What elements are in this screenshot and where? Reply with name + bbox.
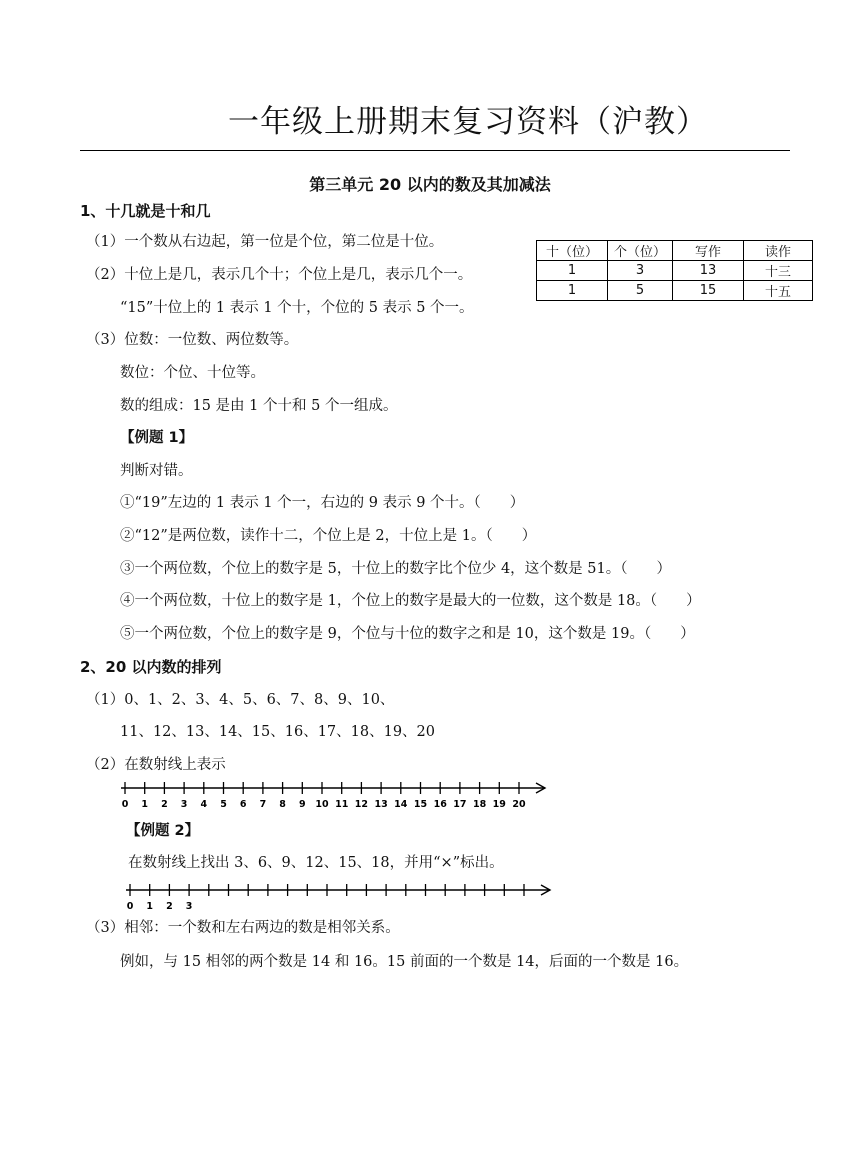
number-line-label: 5 <box>220 799 227 810</box>
place-value-table <box>536 240 813 301</box>
number-line-label: 9 <box>298 799 306 810</box>
number-line-label: 1 <box>146 901 154 912</box>
number-line-label: 17 <box>453 799 467 810</box>
table-cell: 3 <box>608 261 673 281</box>
section-1-heading: 1、十几就是十和几 <box>80 202 211 220</box>
number-line-label: 3 <box>180 799 188 810</box>
number-line-label: 2 <box>166 901 173 912</box>
number-line-label: 19 <box>492 799 506 810</box>
table-cell: 15 <box>673 281 744 301</box>
number-line-label: 8 <box>279 799 286 810</box>
example-1-item: ④一个两位数，十位上的数字是 1，个位上的数字是最大的一位数，这个数是 18。（ ） <box>120 593 701 609</box>
example-1-item: ③一个两位数，个位上的数字是 5，十位上的数字比个位少 4，这个数是 51。（ ） <box>120 561 671 577</box>
number-line-label: 0 <box>121 799 129 810</box>
table-header-row <box>537 241 813 261</box>
example-1-intro: 判断对错。 <box>120 463 193 479</box>
section-2-heading: 2、20 以内数的排列 <box>80 658 222 676</box>
number-line-label: 7 <box>259 799 267 810</box>
table-cell: 1 <box>537 261 608 281</box>
section-1-point-2: （2）十位上是几，表示几个十；个位上是几，表示几个一。 <box>86 267 473 283</box>
number-line-label: 13 <box>374 799 388 810</box>
example-2-text: 在数射线上找出 3、6、9、12、15、18，并用“×”标出。 <box>128 855 504 871</box>
number-line-label: 14 <box>394 799 408 810</box>
section-1-point-1: （1）一个数从右边起，第一位是个位，第二位是十位。 <box>86 234 444 250</box>
section-1-point-3-place: 数位：个位、十位等。 <box>120 365 265 381</box>
number-line-label: 20 <box>512 799 526 810</box>
table-cell: 5 <box>608 281 673 301</box>
number-line-label: 3 <box>185 901 193 912</box>
number-line-label: 18 <box>472 799 487 810</box>
section-1-point-2-example: “15”十位上的 1 表示 1 个十，个位的 5 表示 5 个一。 <box>120 300 474 316</box>
example-1-item: ⑤一个两位数，个位上的数字是 9，个位与十位的数字之和是 10，这个数是 19。（ ） <box>120 626 695 642</box>
number-line-label: 16 <box>433 799 447 810</box>
table-row <box>537 281 813 301</box>
number-line-exercise <box>115 880 565 912</box>
number-line-label: 15 <box>413 799 428 810</box>
table-cell: 十三 <box>744 261 813 281</box>
table-row <box>537 261 813 281</box>
section-1-point-3: （3）位数：一位数、两位数等。 <box>86 332 299 348</box>
number-line-label: 2 <box>161 799 168 810</box>
section-2-point-1: （1）0、1、2、3、4、5、6、7、8、9、10、 <box>86 692 395 708</box>
table-header-cell: 个（位） <box>608 241 673 261</box>
example-1-item: ①“19”左边的 1 表示 1 个一，右边的 9 表示 9 个十。（ ） <box>120 495 525 511</box>
page-title: 一年级上册期末复习资料（沪教） <box>228 104 708 140</box>
example-2-label: 【例题 2】 <box>126 823 200 839</box>
number-line-label: 11 <box>335 799 349 810</box>
table-cell: 十五 <box>744 281 813 301</box>
section-2-point-2: （2）在数射线上表示 <box>86 757 226 773</box>
section-2-point-3-example: 例如，与 15 相邻的两个数是 14 和 16。15 前面的一个数是 14，后面的一个数是 16。 <box>120 954 689 970</box>
section-2-point-3: （3）相邻：一个数和左右两边的数是相邻关系。 <box>86 920 400 936</box>
section-2-point-1-cont: 11、12、13、14、15、16、17、18、19、20 <box>120 724 436 740</box>
number-line-label: 6 <box>239 799 247 810</box>
table-cell: 1 <box>537 281 608 301</box>
table-header-cell: 读作 <box>744 241 813 261</box>
table-header-cell: 十（位） <box>537 241 608 261</box>
number-line-label: 10 <box>315 799 329 810</box>
table-cell: 13 <box>673 261 744 281</box>
number-line-label: 12 <box>354 799 369 810</box>
number-line-0-20 <box>110 778 560 810</box>
example-1-label: 【例题 1】 <box>120 430 194 446</box>
title-divider <box>80 150 790 151</box>
number-line-label: 4 <box>200 799 208 810</box>
example-1-item: ②“12”是两位数，读作十二，个位上是 2，十位上是 1。（ ） <box>120 528 537 544</box>
number-line-label: 1 <box>141 799 149 810</box>
section-1-point-3-composition: 数的组成：15 是由 1 个十和 5 个一组成。 <box>120 398 398 414</box>
number-line-label: 0 <box>126 901 134 912</box>
table-header-cell: 写作 <box>673 241 744 261</box>
unit-title: 第三单元 20 以内的数及其加减法 <box>309 175 551 194</box>
